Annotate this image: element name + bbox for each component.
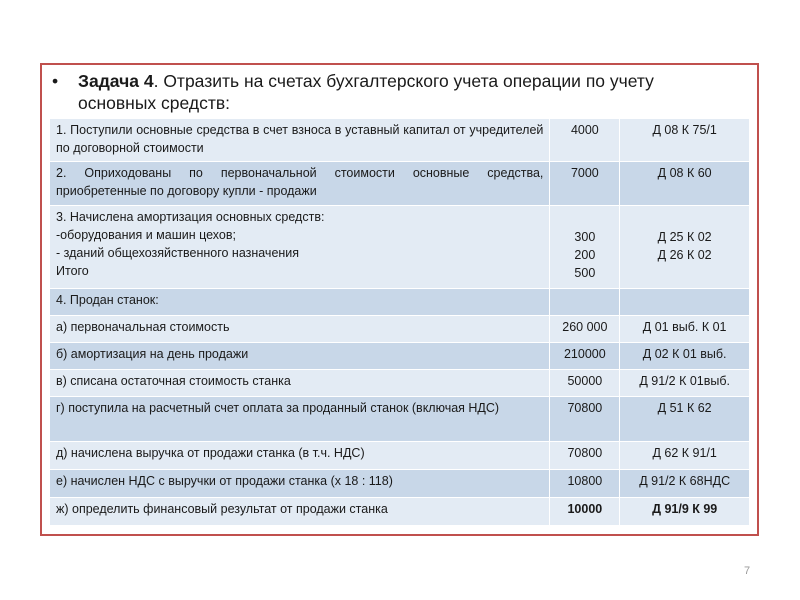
table-row <box>50 498 750 526</box>
row-description: в) списана остаточная стоимость станка <box>50 370 550 397</box>
row-account: Д 08 К 60 <box>620 162 750 206</box>
row-amount: 70800 <box>550 397 620 442</box>
row-description: 4. Продан станок: <box>50 289 550 316</box>
row-amount: 50000 <box>550 370 620 397</box>
desc-line: -оборудования и машин цехов; <box>56 228 236 242</box>
row-amount: 210000 <box>550 343 620 370</box>
task-title-rest: . Отразить на счетах бухгалтерского учета операции по учету основных средств: <box>78 71 654 113</box>
task-text <box>78 70 728 114</box>
row-amount <box>550 206 620 289</box>
row-description: 1. Поступили основные средства в счет взноса в уставный капитал от учредителей по договорной стоимости <box>50 119 550 162</box>
table-row <box>50 470 750 498</box>
amount-line: 500 <box>574 266 596 280</box>
table-row <box>50 343 750 370</box>
desc-line: Итого <box>56 264 89 278</box>
table-row <box>50 119 750 162</box>
row-amount: 7000 <box>550 162 620 206</box>
row-account <box>620 206 750 289</box>
table-row <box>50 397 750 442</box>
row-amount: 260 000 <box>550 316 620 343</box>
row-amount: 10800 <box>550 470 620 498</box>
row-description: г) поступила на расчетный счет оплата за проданный станок (включая НДС) <box>50 397 550 442</box>
table-row <box>50 370 750 397</box>
table-row <box>50 442 750 470</box>
row-description: б) амортизация на день продажи <box>50 343 550 370</box>
amount-line: 200 <box>574 248 596 262</box>
table-row <box>50 206 750 289</box>
row-description: д) начислена выручка от продажи станка (в т.ч. НДС) <box>50 442 550 470</box>
row-account: Д 51 К 62 <box>620 397 750 442</box>
operations-table <box>49 118 750 526</box>
row-amount: 10000 <box>550 498 620 526</box>
row-amount: 4000 <box>550 119 620 162</box>
amount-line: 300 <box>574 230 596 244</box>
row-account: Д 02 К 01 выб. <box>620 343 750 370</box>
page-number: 7 <box>744 565 751 577</box>
task-title-bold: Задача 4 <box>78 71 154 91</box>
row-description: е) начислен НДС с выручки от продажи станка (х 18 : 118) <box>50 470 550 498</box>
row-account: Д 91/2 К 01выб. <box>620 370 750 397</box>
row-account: Д 91/9 К 99 <box>620 498 750 526</box>
row-description: а) первоначальная стоимость <box>50 316 550 343</box>
row-account: Д 08 К 75/1 <box>620 119 750 162</box>
row-amount <box>550 289 620 316</box>
account-line: Д 26 К 02 <box>657 248 712 262</box>
table-row <box>50 289 750 316</box>
row-account: Д 62 К 91/1 <box>620 442 750 470</box>
row-description: ж) определить финансовый результат от продажи станка <box>50 498 550 526</box>
bullet-icon: • <box>52 71 59 91</box>
row-account: Д 01 выб. К 01 <box>620 316 750 343</box>
row-account: Д 91/2 К 68НДС <box>620 470 750 498</box>
row-description <box>50 206 550 289</box>
desc-line: - зданий общехозяйственного назначения <box>56 246 300 260</box>
table-row <box>50 162 750 206</box>
table-row <box>50 316 750 343</box>
account-line: Д 25 К 02 <box>657 230 712 244</box>
desc-line: 3. Начислена амортизация основных средств: <box>56 210 325 224</box>
row-description: 2. Оприходованы по первоначальной стоимости основные средства, приобретенные по договору купли - продажи <box>50 162 550 206</box>
row-amount: 70800 <box>550 442 620 470</box>
row-account <box>620 289 750 316</box>
